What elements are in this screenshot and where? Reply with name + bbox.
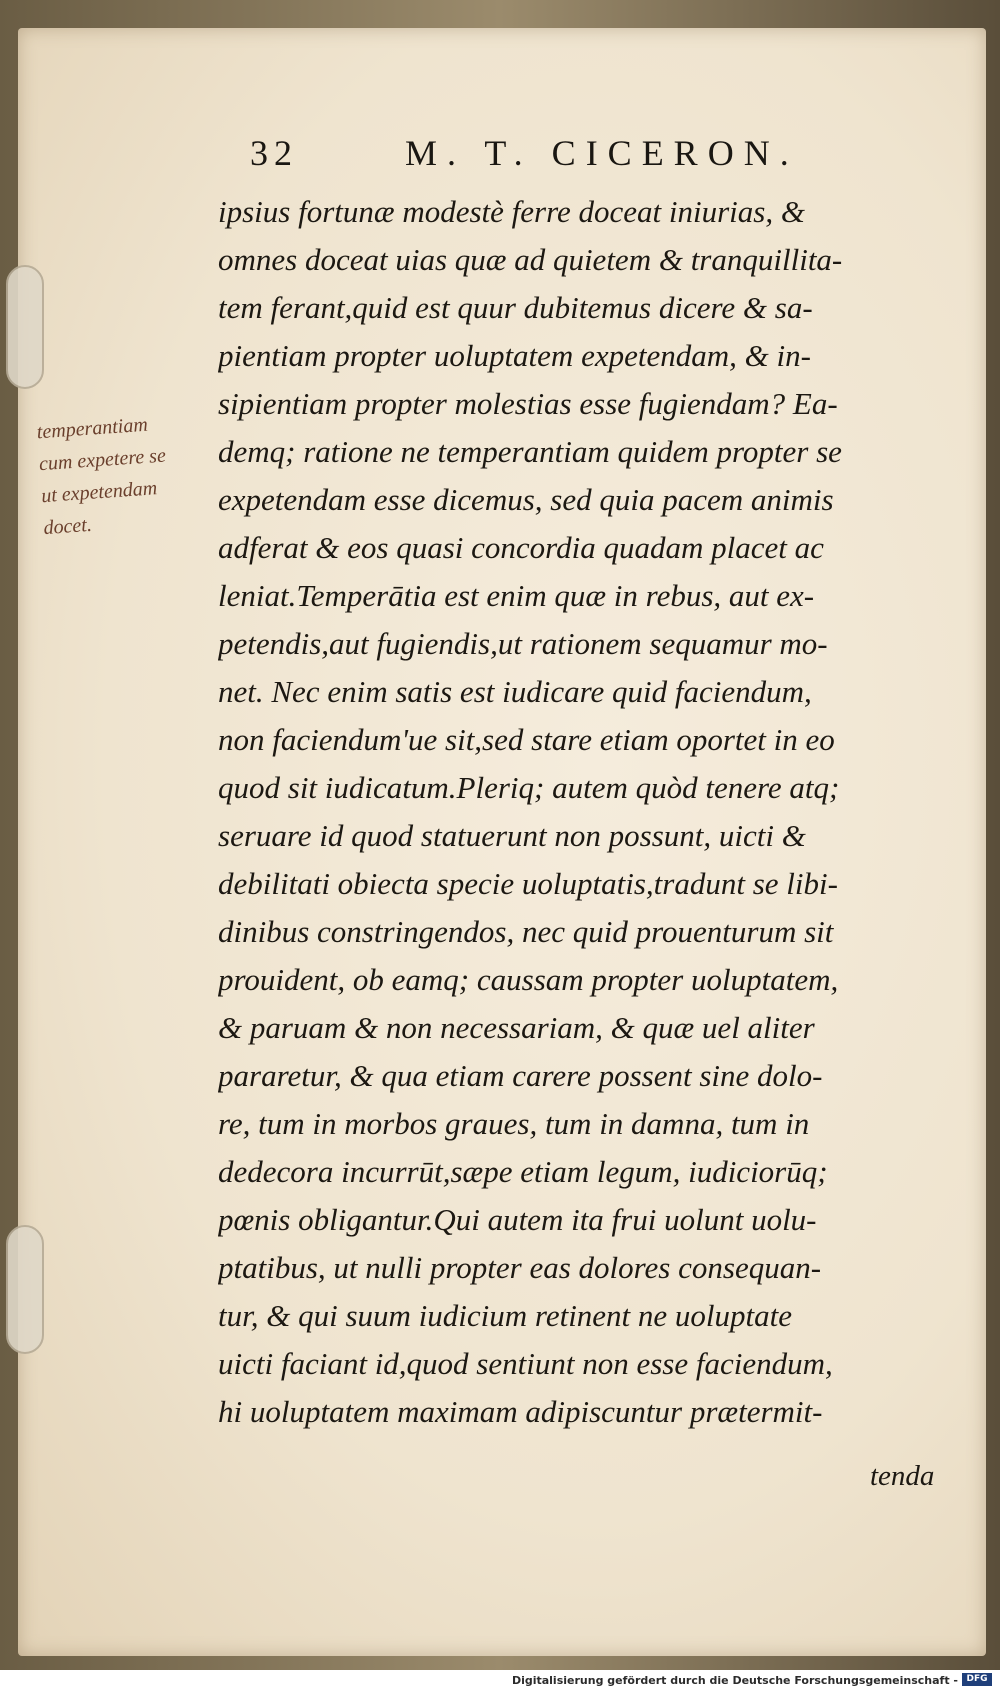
body-text: [218, 188, 963, 1436]
page-clip-top: [6, 265, 44, 389]
text-line: uicti faciant id,quod sentiunt non esse faciendum,: [218, 1346, 833, 1381]
text-line: expetendam esse dicemus, sed quia pacem animis: [218, 482, 834, 517]
text-line: re, tum in morbos graues, tum in damna, tum in: [218, 1106, 810, 1141]
text-line: omnes doceat uias quæ ad quietem & tranquillita-: [218, 242, 843, 277]
handwritten-margin-note: [36, 404, 224, 544]
dfg-logo: DFG: [962, 1673, 992, 1686]
text-line: sipientiam propter molestias esse fugiendam? Ea-: [218, 386, 838, 421]
text-line: & paruam & non necessariam, & quæ uel aliter: [218, 1010, 815, 1045]
catchword: tenda: [870, 1460, 935, 1492]
text-line: debilitati obiecta specie uoluptatis,tradunt se libi-: [218, 866, 838, 901]
running-head: M. T. CICERON.: [405, 133, 799, 173]
text-line: pœnis obligantur.Qui autem ita frui uolunt uolu-: [218, 1202, 817, 1237]
margin-note-line: cum expetere se: [38, 444, 167, 476]
text-line: ptatibus, ut nulli propter eas dolores consequan-: [218, 1250, 822, 1285]
text-line: pararetur, & qua etiam carere possent sine dolo-: [218, 1058, 823, 1093]
text-line: net. Nec enim satis est iudicare quid faciendum,: [218, 674, 812, 709]
text-line: non faciendum'ue sit,sed stare etiam oportet in eo: [218, 722, 835, 757]
text-line: ipsius fortunæ modestè ferre doceat iniurias, &: [218, 194, 805, 229]
page-number: 32: [250, 133, 298, 173]
text-line: tem ferant,quid est quur dubitemus dicere & sa-: [218, 290, 813, 325]
margin-note-line: temperantiam: [36, 413, 149, 444]
text-line: demq; ratione ne temperantiam quidem propter se: [218, 434, 842, 469]
text-line: petendis,aut fugiendis,ut rationem sequamur mo-: [218, 626, 828, 661]
page-clip-bottom: [6, 1225, 44, 1354]
text-line: quod sit iudicatum.Pleriq; autem quòd tenere atq;: [218, 770, 840, 805]
page-header: [250, 132, 970, 178]
digitization-footer: [0, 1670, 1000, 1690]
text-line: hi uoluptatem maximam adipiscuntur prætermit-: [218, 1394, 823, 1429]
text-line: dinibus constringendos, nec quid prouenturum sit: [218, 914, 834, 949]
footer-credit: Digitalisierung gefördert durch die Deutsche Forschungsgemeinschaft -: [511, 1674, 958, 1687]
margin-note-line: ut expetendam: [40, 477, 158, 508]
margin-note-line: docet.: [42, 513, 93, 540]
text-line: tur, & qui suum iudicium retinent ne uoluptate: [218, 1298, 793, 1333]
text-line: prouident, ob eamq; caussam propter uoluptatem,: [218, 962, 839, 997]
text-line: dedecora incurrūt,sæpe etiam legum, iudiciorūq;: [218, 1154, 828, 1189]
text-line: pientiam propter uoluptatem expetendam, & in-: [218, 338, 811, 373]
text-line: seruare id quod statuerunt non possunt, uicti &: [218, 818, 806, 853]
text-line: leniat.Temperātia est enim quæ in rebus, aut ex-: [218, 578, 815, 613]
text-line: adferat & eos quasi concordia quadam placet ac: [218, 530, 824, 565]
